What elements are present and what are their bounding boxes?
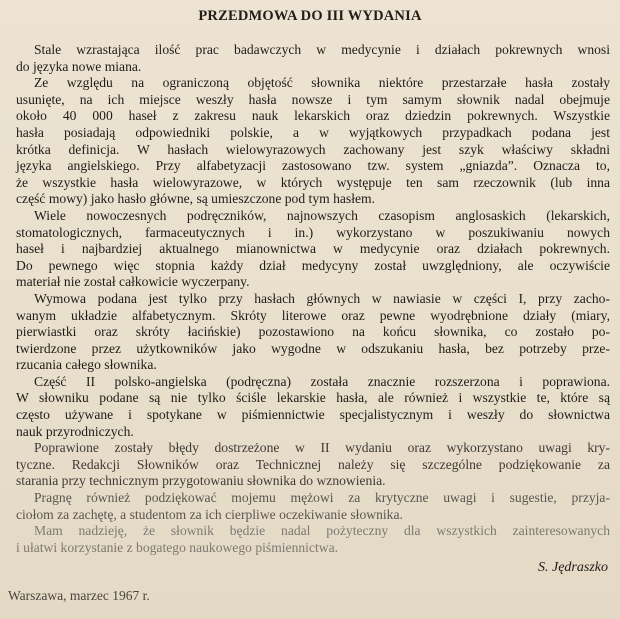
text-line: języka angielskiego. Przy alfabetyzacji zastosowano tzw. system „gniazda”. Oznacza to, xyxy=(16,158,610,174)
author-signature: S. Jędraszko xyxy=(538,560,608,575)
paragraph-2 xyxy=(16,75,610,208)
text-line: że wszystkie hasła wielowyrazowe, w których występuje ten sam rzeczownik (lub inna xyxy=(16,174,610,190)
text-line: Pragnę również podziękować mojemu mężowi za krytyczne uwagi i sugestie, przyja- xyxy=(34,490,610,506)
text-line: Wiele nowoczesnych podręczników, najnowszych czasopism anglosaskich (lekarskich, xyxy=(34,207,610,223)
text-line: krótka definicja. W hasłach wielowyrazowych zachowany jest szyk właściwy składni xyxy=(16,141,610,157)
text-line: W słowniku podane są nie tylko ściśle lekarskie hasła, ale również i wszystkie te, które są xyxy=(16,390,610,406)
text-line: Wymowa podana jest tylko przy hasłach głównych w nawiasie w części I, przy zacho- xyxy=(34,290,610,306)
paragraph-5 xyxy=(16,374,610,440)
text-line: materiał nie został całkowicie wyczerpany. xyxy=(16,274,250,290)
text-line: starania przy technicznym przygotowaniu słownika do wznowienia. xyxy=(16,473,386,489)
text-line: haseł i najbardziej aktualnego mianownictwa w medycynie oraz działach pokrewnych. xyxy=(16,241,610,257)
text-line: hasła posiadają odpowiedniki polskie, a w wyjątkowych przypadkach podana jest xyxy=(16,124,610,140)
paragraph-6 xyxy=(16,440,610,490)
text-line: ciołom za zachętę, a studentom za ich cierpliwe oczekiwanie słownika. xyxy=(16,506,403,522)
paragraph-8 xyxy=(16,523,610,556)
text-line: część mowy) jako hasło główne, są umieszczone pod tym hasłem. xyxy=(16,191,375,207)
preface-body xyxy=(16,42,610,556)
text-line: Część II polsko-angielska (podręczna) została znacznie rozszerzona i poprawiona. xyxy=(34,373,610,389)
text-line: często używane i spotykane w piśmiennictwie specjalistycznym i weszły do słownictwa xyxy=(16,407,610,423)
text-line: Mam nadzieję, że słownik będzie nadal pożyteczny dla wszystkich zainteresowanych xyxy=(34,523,610,539)
text-line: wanym układzie alfabetycznym. Skróty literowe oraz pewne wyodrębnione działy (miary, xyxy=(16,307,610,323)
text-line: usunięte, na ich miejsce weszły hasła nowsze i tym samym słownik nadal obejmuje xyxy=(16,91,610,107)
text-line: tyczne. Redakcji Słowników oraz Technicznej należy się szczególne podziękowanie za xyxy=(16,456,610,472)
text-line: Poprawione zostały błędy dostrzeżone w II wydaniu oraz wykorzystano uwagi kry- xyxy=(34,440,610,456)
text-line: Stale wzrastająca ilość prac badawczych w medycynie i działach pokrewnych wnosi xyxy=(34,42,610,57)
paragraph-3 xyxy=(16,208,610,291)
paragraph-1 xyxy=(16,42,610,75)
text-line: i ułatwi korzystanie z bogatego naukowego piśmiennictwa. xyxy=(16,539,339,555)
text-line: nauk przyrodniczych. xyxy=(16,423,134,439)
page-title: PRZEDMOWA DO III WYDANIA xyxy=(198,8,422,24)
paragraph-4 xyxy=(16,291,610,374)
text-line: Ze względu na ograniczoną objętość słownika niektóre przestarzałe hasła zostały xyxy=(34,75,610,91)
text-line: do języka nowe miana. xyxy=(16,58,142,74)
paragraph-7 xyxy=(16,490,610,523)
text-line: rzucania całego słownika. xyxy=(16,357,157,373)
text-line: Do pewnego więc stopnia każdy dział medycyny został uwzględniony, ale oczywiście xyxy=(16,257,610,273)
text-line: twierdzone przez użytkowników jako wygodne w odszukaniu hasła, bez potrzeby prze- xyxy=(16,340,610,356)
text-line: stomatologicznych, farmaceutycznych i in.) wykorzystano w poszukiwaniu nowych xyxy=(16,224,610,240)
place-and-date: Warszawa, marzec 1967 r. xyxy=(8,588,150,603)
text-line: około 40 000 haseł z zakresu nauk lekarskich oraz dziedzin pokrewnych. Wszystkie xyxy=(16,108,610,124)
text-line: pierwiastki oraz skróty łacińskie) pozostawiono na końcu słownika, co zostało po- xyxy=(16,324,610,340)
